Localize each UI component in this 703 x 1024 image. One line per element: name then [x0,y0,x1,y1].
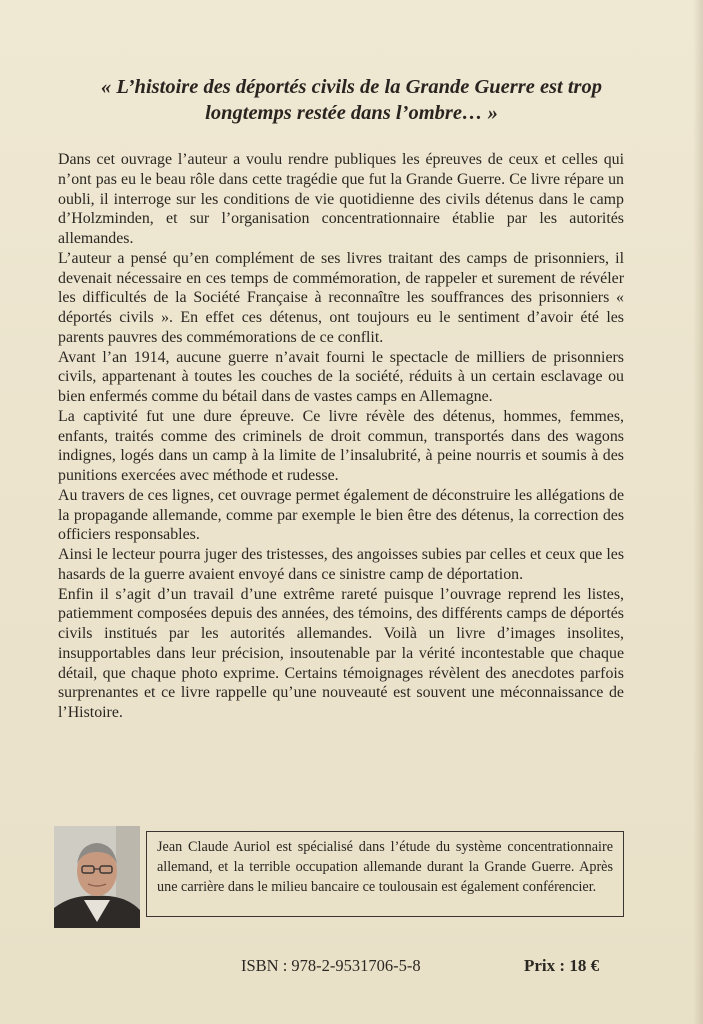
cover-quote [40,74,663,126]
summary-paragraph: Avant l’an 1914, aucune guerre n’avait fourni le spectacle de milliers de prisonniers civils, appartenant à toutes les couches de la société, réduits à un certain esclavage ou bien enfermés comme du bétail dans de vastes camps en Allemagne. [58,348,624,405]
price-label: Prix : 18 € [524,956,600,975]
author-bio-box [146,831,624,917]
book-summary [58,150,624,723]
author-bio-text: Jean Claude Auriol est spécialisé dans l’étude du système concentrationnaire allemand, et la terrible occupation allemande durant la Grande Guerre. Après une carrière dans le milieu bancaire ce toulousain est également conférencier. [157,839,613,895]
summary-paragraph: Enfin il s’agit d’un travail d’une extrême rareté puisque l’ouvrage reprend les listes, patiemment composées depuis des années, des témoins, des différents camps de déportés civils institués par les autorités allemandes. Voilà un livre d’images insolites, insupportables dans leur précision, insoutenable par la vérité incontestable que chaque détail, que chaque photo exprime. Certains témoignages révèlent des anecdotes parfois surprenantes et ce livre rappelle qu’une nouveauté est souvent une méconnaissance de l’Histoire. [58,585,624,721]
cover-footer [0,956,703,978]
author-photo [54,826,140,928]
summary-paragraph: La captivité fut une dure épreuve. Ce livre révèle des détenus, hommes, femmes, enfants, traités comme des criminels de droit commun, transportés dans des wagons indignes, logés dans un camp à la limite de l’insalubrité, à peine nourris et soumis à des punitions exercées avec méthode et rudesse. [58,407,624,484]
summary-paragraph: Ainsi le lecteur pourra juger des tristesses, des angoisses subies par celles et ceux que les hasards de la guerre avaient envoyé dans ce sinistre camp de déportation. [58,546,624,583]
author-portrait-icon [54,826,140,928]
summary-paragraph: L’auteur a pensé qu’en complément de ses livres traitant des camps de prisonniers, il devenait nécessaire en ces temps de commémoration, de rappeler et surement de révéler les difficultés de la Société Française à reconnaître les souffrances des prisonniers « déportés civils ». En effet ces détenus, ont toujours eu le sentiment d’avoir été les parents pauvres des commémorations de ce conflit. [58,249,624,346]
summary-paragraph: Dans cet ouvrage l’auteur a voulu rendre publiques les épreuves de ceux et celles qui n’ont pas eu le beau rôle dans cette tragédie que fut la Grande Guerre. Ce livre répare un oubli, il interroge sur les conditions de vie quotidienne des civils détenus dans le camp d’Holzminden, et sur l’organisation concentrationnaire établie par les autorités allemandes. [58,151,624,247]
quote-line-2: longtemps restée dans l’ombre… » [205,102,498,124]
page-edge-shadow [693,0,703,1024]
summary-paragraph: Au travers de ces lignes, cet ouvrage permet également de déconstruire les allégations de la propagande allemande, comme par exemple le bien être des détenus, la correction des officiers responsables. [58,486,624,544]
isbn-label: ISBN : 978-2-9531706-5-8 [241,956,421,975]
quote-line-1: « L’histoire des déportés civils de la Grande Guerre est trop [100,76,603,98]
